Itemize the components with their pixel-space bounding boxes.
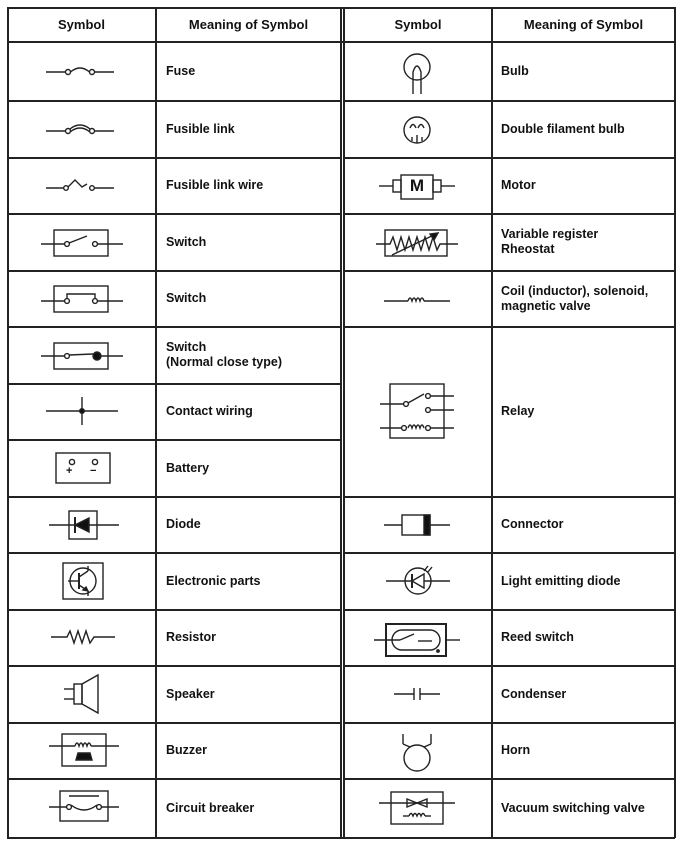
buzzer-icon [45,730,123,770]
column-divider [155,7,157,838]
label-horn: Horn [501,743,531,757]
table-border-right [674,7,676,838]
label-resistor: Resistor [166,630,217,644]
double-filament-bulb-icon [400,113,434,147]
header-meaning-left: Meaning of Symbol [188,16,309,32]
led-icon [384,563,452,599]
header-symbol-right: Symbol [394,16,442,32]
switch-normal-close-icon [37,340,127,372]
label-bulb: Bulb [501,63,529,78]
column-divider [491,7,493,838]
label-relay: Relay [501,404,535,418]
variable-resistor-icon [374,224,460,262]
label-condenser: Condenser [501,686,567,701]
label-contact-wiring: Contact wiring [166,404,253,418]
label-reed-switch: Reed switch [501,630,574,644]
fuse-icon [40,62,120,82]
label-speaker: Speaker [166,686,215,701]
horn-icon [397,730,437,774]
coil-icon [380,290,454,308]
column-divider-center [340,7,342,838]
switch-closed-icon [37,283,127,315]
label-battery: Battery [166,460,210,475]
label-vacuum-switching-valve: Vacuum switching valve [501,800,645,815]
bulb-icon [399,50,435,96]
speaker-icon [62,672,108,716]
motor-letter: M [409,176,425,195]
label-led: Light emitting diode [501,573,621,588]
condenser-icon [392,685,442,703]
label-motor: Motor [501,178,536,192]
diode-icon [45,508,123,542]
label-fuse: Fuse [166,63,196,78]
connector-icon [382,511,452,539]
reed-switch-icon [372,620,462,660]
table-border-left [7,7,9,838]
label-double-filament-bulb: Double filament bulb [501,121,625,136]
resistor-icon [45,627,121,647]
label-electronic-parts: Electronic parts [166,573,261,588]
label-switch-closed: Switch [166,291,207,305]
battery-plus-sign: + [66,465,73,477]
column-divider-center [343,7,345,838]
relay-icon [378,380,458,442]
label-diode: Diode [166,517,201,531]
fusible-link-icon [40,119,120,139]
label-buzzer: Buzzer [166,743,207,757]
battery-icon [52,450,114,486]
vacuum-switching-valve-icon [377,789,457,827]
label-connector: Connector [501,517,564,531]
label-coil: Coil (inductor), solenoid, magnetic valve [501,283,649,313]
fusible-link-wire-icon [40,175,120,197]
label-switch: Switch [166,234,207,249]
label-switch-normal-close: Switch (Normal close type) [166,340,283,369]
label-fusible-link-wire: Fusible link wire [166,178,264,192]
label-variable-resistor: Variable register Rheostat [501,227,599,256]
label-circuit-breaker: Circuit breaker [166,800,255,815]
switch-icon [37,227,127,259]
header-symbol-left: Symbol [58,16,105,32]
contact-wiring-icon [42,394,122,428]
electronic-parts-icon [60,560,106,602]
circuit-breaker-icon [45,787,123,827]
battery-minus-sign: − [90,465,97,477]
label-fusible-link: Fusible link [166,121,235,136]
header-meaning-right: Meaning of Symbol [523,16,644,32]
